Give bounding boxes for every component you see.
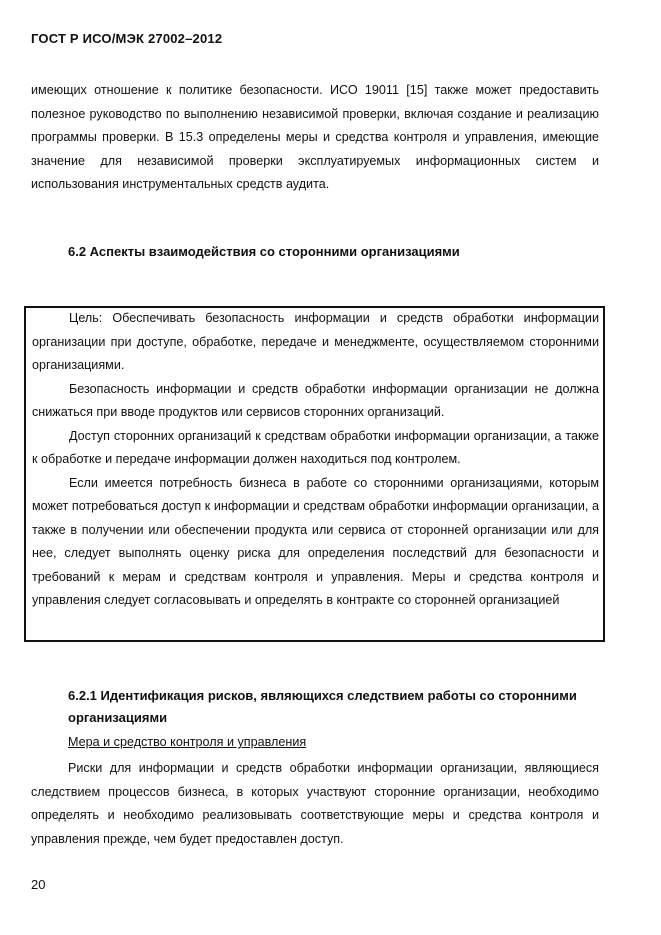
objective-paragraph-4: Если имеется потребность бизнеса в работе со сторонними организациями, которым может потребоваться доступ к информации и средствам обработки информации организации, а также в получении или обеспечении продукта или сервиса от сторонней организации или для нее, следует выполнять оценку риска для определения последствий для безопасности и требований к мерам и средствам контроля и управления. Меры и средства контроля и управления следует согласовывать и определять в контракте со сторонней организацией [32, 475, 599, 607]
section-6-2-1-title: 6.2.1 Идентификация рисков, являющихся следствием работы со сторонними организациями [68, 688, 577, 725]
objective-box [24, 306, 605, 642]
objective-paragraph-2: Безопасность информации и средств обработки информации организации не должна снижаться при вводе продуктов или сервисов сторонних организаций. [32, 381, 599, 419]
intro-paragraph: имеющих отношение к политике безопасности. ИСО 19011 [15] также может предоставить полезное руководство по выполнению независимой проверки, включая создание и реализацию программы проверки. В 15.3 определены меры и средства контроля и управления, имеющие значение для независимой проверки эксплуатируемых информационных систем и использования инструментальных средств аудита. [31, 83, 599, 191]
page-number: 20 [31, 877, 46, 892]
measure-label: Мера и средство контроля и управления [68, 735, 307, 749]
section-6-2-title: 6.2 Аспекты взаимодействия со сторонними организациями [68, 244, 460, 259]
objective-paragraph-1: Цель: Обеспечивать безопасность информации и средств обработки информации организации при доступе, обработке, передаче и менеджменте, осуществляемом сторонними организациями. [32, 311, 599, 372]
document-header: ГОСТ Р ИСО/МЭК 27002–2012 [31, 31, 223, 46]
section-6-2-1-paragraph: Риски для информации и средств обработки информации организации, являющиеся следствием процессов бизнеса, в которых участвуют сторонние организации, необходимо определять и необходимо реализовывать соответствующие меры и средства контроля и управления прежде, чем будет предоставлен доступ. [31, 761, 599, 846]
objective-paragraph-3: Доступ сторонних организаций к средствам обработки информации организации, а также к обработке и передаче информации должен находиться под контролем. [32, 428, 599, 466]
